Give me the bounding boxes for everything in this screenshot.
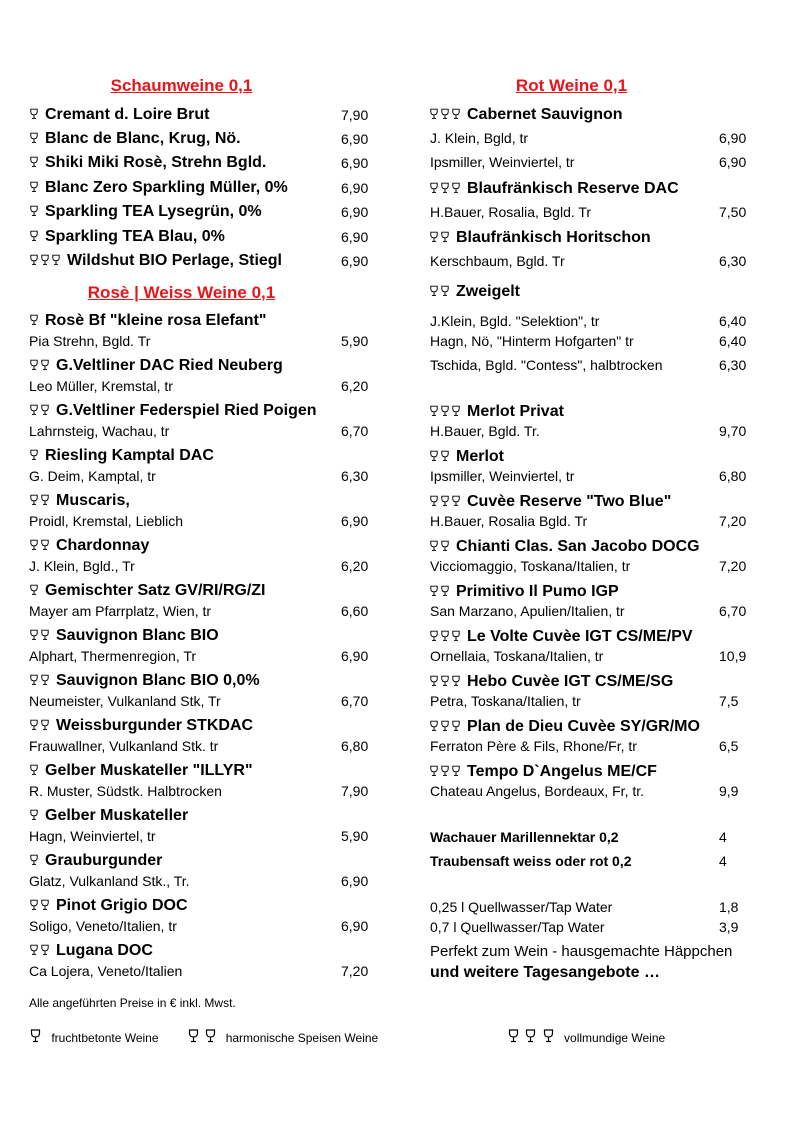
rose-weiss-heading: Rosè | Weiss Weine 0,1 bbox=[87, 283, 276, 302]
wine-glass-icon bbox=[30, 254, 38, 266]
wine-name bbox=[30, 312, 266, 330]
wine-name bbox=[30, 179, 288, 197]
wine-name-text: Gemischter Satz GV/RI/RG/ZI bbox=[45, 582, 266, 599]
wine-price: 7,5 bbox=[719, 693, 739, 709]
glass-rating bbox=[30, 897, 52, 915]
wine-origin: Petra, Toskana/Italien, tr bbox=[430, 693, 581, 709]
wine-origin: H.Bauer, Rosalia, Bgld. Tr bbox=[430, 204, 592, 220]
wine-name bbox=[430, 180, 679, 198]
wine-name bbox=[430, 763, 657, 781]
glass-rating bbox=[30, 942, 52, 960]
wine-name-text: Blanc de Blanc, Krug, Nö. bbox=[45, 130, 241, 147]
wine-glass-icon bbox=[30, 674, 38, 686]
wine-glass-icon bbox=[30, 108, 38, 120]
wine-price: 6,90 bbox=[341, 648, 369, 664]
wine-name-text: Cremant d. Loire Brut bbox=[45, 106, 210, 123]
wine-price: 6,90 bbox=[341, 253, 369, 269]
wine-name-text: Pinot Grigio DOC bbox=[56, 897, 188, 914]
wine-glass-icon bbox=[452, 765, 460, 777]
wine-price: 10,9 bbox=[719, 648, 747, 664]
wine-origin: Chateau Angelus, Bordeaux, Fr, tr. bbox=[430, 783, 645, 799]
wine-name bbox=[30, 627, 219, 645]
wine-name-text: Weissburgunder STKDAC bbox=[56, 717, 254, 734]
wine-name bbox=[30, 357, 283, 375]
wine-name-text: Hebo Cuvèe IGT CS/ME/SG bbox=[467, 673, 674, 690]
wine-glass-icon bbox=[41, 719, 49, 731]
glass-rating bbox=[430, 763, 463, 781]
wine-glass-icon bbox=[30, 181, 38, 193]
wine-glass-icon bbox=[30, 205, 38, 217]
wine-glass-icon bbox=[30, 1029, 41, 1043]
wine-glass-icon bbox=[30, 944, 38, 956]
wine-name bbox=[30, 897, 188, 915]
wine-glass-icon bbox=[452, 630, 460, 642]
wine-price: 6,40 bbox=[719, 313, 747, 329]
wine-glass-icon bbox=[452, 108, 460, 120]
wine-price: 6,20 bbox=[341, 378, 369, 394]
wine-name bbox=[430, 628, 693, 646]
wine-name-text: Tempo D`Angelus ME/CF bbox=[467, 763, 657, 780]
wine-origin: Leo Müller, Kremstal, tr bbox=[29, 378, 173, 394]
legend-full-bodied: vollmundige Weine bbox=[508, 1029, 665, 1045]
wine-name bbox=[30, 447, 214, 465]
wine-price: 7,20 bbox=[341, 963, 369, 979]
wine-name-text: Gelber Muskateller bbox=[45, 807, 189, 824]
wine-name-text: Lugana DOC bbox=[56, 942, 153, 959]
wine-price: 7,50 bbox=[719, 204, 747, 220]
wine-origin: G. Deim, Kamptal, tr bbox=[29, 468, 156, 484]
wine-glass-icon bbox=[430, 540, 438, 552]
wine-glass-icon bbox=[430, 495, 438, 507]
wine-name-text: Sauvignon Blanc BIO 0,0% bbox=[56, 672, 260, 689]
wine-glass-icon bbox=[30, 809, 38, 821]
wine-price: 6,70 bbox=[341, 423, 369, 439]
wine-price: 6,70 bbox=[719, 603, 747, 619]
wine-origin: R. Muster, Südstk. Halbtrocken bbox=[29, 783, 222, 799]
wine-price: 7,90 bbox=[341, 783, 369, 799]
wine-glass-icon bbox=[508, 1029, 519, 1043]
glass-rating bbox=[30, 252, 63, 270]
wine-glass-icon bbox=[30, 230, 38, 242]
wine-name-text: Sauvignon Blanc BIO bbox=[56, 627, 219, 644]
wine-price: 6,90 bbox=[719, 130, 747, 146]
glass-rating bbox=[30, 492, 52, 510]
wine-glass-icon bbox=[543, 1029, 554, 1043]
wine-glass-icon bbox=[30, 764, 38, 776]
wine-price: 6,30 bbox=[341, 468, 369, 484]
wine-name-text: Wildshut BIO Perlage, Stiegl bbox=[67, 252, 282, 269]
wine-origin: Mayer am Pfarrplatz, Wien, tr bbox=[29, 603, 212, 619]
wine-glass-icon bbox=[430, 630, 438, 642]
wine-name-text: Cuvèe Reserve "Two Blue" bbox=[467, 493, 672, 510]
glass-rating bbox=[30, 582, 41, 600]
glass-rating bbox=[30, 357, 52, 375]
wine-name bbox=[430, 448, 504, 466]
wine-name bbox=[30, 852, 162, 870]
legend-fruity: fruchtbetonte Weine bbox=[30, 1029, 159, 1045]
wine-glass-icon bbox=[441, 630, 449, 642]
wine-origin: Lahrnsteig, Wachau, tr bbox=[29, 423, 170, 439]
wine-glass-icon bbox=[41, 359, 49, 371]
wine-glass-icon bbox=[441, 108, 449, 120]
glass-rating bbox=[30, 179, 41, 197]
wine-glass-icon bbox=[452, 405, 460, 417]
drink-name: Wachauer Marillennektar 0,2 bbox=[430, 829, 619, 845]
wine-glass-icon bbox=[30, 719, 38, 731]
wine-origin: Kerschbaum, Bgld. Tr bbox=[430, 253, 565, 269]
wine-glass-icon bbox=[430, 675, 438, 687]
wine-glass-icon bbox=[41, 539, 49, 551]
wine-name bbox=[30, 942, 153, 960]
glass-rating bbox=[30, 228, 41, 246]
wine-price: 7,90 bbox=[341, 107, 369, 123]
wine-name bbox=[430, 583, 619, 601]
wine-origin: Alphart, Thermenregion, Tr bbox=[29, 648, 197, 664]
glass-rating bbox=[430, 229, 452, 247]
wine-price: 6,60 bbox=[341, 603, 369, 619]
wine-name bbox=[30, 154, 266, 172]
wine-name-text: Grauburgunder bbox=[45, 852, 163, 869]
wine-glass-icon bbox=[441, 765, 449, 777]
wine-price: 6,90 bbox=[341, 513, 369, 529]
daily-offers-note: und weitere Tagesangebote … bbox=[430, 964, 660, 981]
glass-rating bbox=[430, 583, 452, 601]
wine-origin: Glatz, Vulkanland Stk., Tr. bbox=[29, 873, 190, 889]
wine-name bbox=[30, 402, 317, 420]
glass-rating bbox=[430, 448, 452, 466]
wine-price: 6,90 bbox=[341, 204, 369, 220]
wine-glass-icon bbox=[30, 494, 38, 506]
wine-price: 6,70 bbox=[341, 693, 369, 709]
glass-rating bbox=[30, 852, 41, 870]
wine-origin: J. Klein, Bgld, tr bbox=[430, 130, 529, 146]
glass-rating bbox=[430, 718, 463, 736]
wine-name-text: Chianti Clas. San Jacobo DOCG bbox=[456, 538, 700, 555]
wine-name-text: Chardonnay bbox=[56, 537, 150, 554]
wine-price: 7,20 bbox=[719, 558, 747, 574]
glass-rating bbox=[30, 717, 52, 735]
wine-name bbox=[30, 130, 241, 148]
wine-name bbox=[430, 229, 651, 247]
wine-origin: San Marzano, Apulien/Italien, tr bbox=[430, 603, 625, 619]
wine-glass-icon bbox=[430, 405, 438, 417]
wine-price: 6,5 bbox=[719, 738, 739, 754]
wine-glass-icon bbox=[430, 108, 438, 120]
wine-price: 6,90 bbox=[341, 180, 369, 196]
wine-price: 5,90 bbox=[341, 333, 369, 349]
wine-glass-icon bbox=[30, 449, 38, 461]
wine-name bbox=[30, 672, 260, 690]
wine-name bbox=[430, 673, 673, 691]
glass-rating bbox=[30, 154, 41, 172]
wine-glass-icon bbox=[30, 584, 38, 596]
wine-name-text: Blanc Zero Sparkling Müller, 0% bbox=[45, 179, 288, 196]
wine-glass-icon bbox=[452, 495, 460, 507]
wine-glass-icon bbox=[30, 156, 38, 168]
wine-name-text: Plan de Dieu Cuvèe SY/GR/MO bbox=[467, 718, 700, 735]
wine-name bbox=[430, 106, 623, 124]
wine-name-text: Gelber Muskateller "ILLYR" bbox=[45, 762, 253, 779]
wine-name-text: Blaufränkisch Reserve DAC bbox=[467, 180, 679, 197]
wine-origin: Hagn, Nö, "Hinterm Hofgarten" tr bbox=[430, 333, 634, 349]
glass-rating bbox=[30, 106, 41, 124]
wine-glass-icon bbox=[441, 285, 449, 297]
wine-name bbox=[430, 538, 700, 556]
wine-glass-icon bbox=[41, 254, 49, 266]
glass-rating bbox=[430, 673, 463, 691]
glass-rating bbox=[430, 538, 452, 556]
glass-rating bbox=[430, 403, 463, 421]
drink-price: 4 bbox=[719, 853, 727, 869]
wine-price: 5,90 bbox=[341, 828, 369, 844]
wine-glass-icon bbox=[205, 1029, 216, 1043]
price-footnote: Alle angeführten Preise in € inkl. Mwst. bbox=[29, 996, 236, 1010]
wine-glass-icon bbox=[441, 540, 449, 552]
wine-name-text: Shiki Miki Rosè, Strehn Bgld. bbox=[45, 154, 267, 171]
glass-rating bbox=[30, 130, 41, 148]
wine-glass-icon bbox=[30, 854, 38, 866]
wine-name-text: G.Veltliner DAC Ried Neuberg bbox=[56, 357, 283, 374]
wine-name-text: Muscaris, bbox=[56, 492, 130, 509]
wine-name bbox=[30, 582, 266, 600]
wine-name-text: Riesling Kamptal DAC bbox=[45, 447, 214, 464]
wine-name bbox=[30, 228, 225, 246]
glass-rating bbox=[30, 203, 41, 221]
glass-rating bbox=[30, 672, 52, 690]
wine-price: 6,30 bbox=[719, 253, 747, 269]
wine-origin: Ca Lojera, Veneto/Italien bbox=[29, 963, 183, 979]
wine-price: 6,90 bbox=[341, 155, 369, 171]
wine-name-text: Sparkling TEA Blau, 0% bbox=[45, 228, 225, 245]
wine-glass-icon bbox=[441, 450, 449, 462]
wine-glass-icon bbox=[441, 585, 449, 597]
wine-glass-icon bbox=[30, 404, 38, 416]
glass-rating bbox=[30, 807, 41, 825]
wine-name-text: Zweigelt bbox=[456, 283, 521, 300]
wine-glass-icon bbox=[441, 231, 449, 243]
wine-name-text: Rosè Bf "kleine rosa Elefant" bbox=[45, 312, 267, 329]
wine-name-text: Blaufränkisch Horitschon bbox=[456, 229, 651, 246]
wine-origin: Ipsmiller, Weinviertel, tr bbox=[430, 154, 575, 170]
wine-price: 6,90 bbox=[341, 873, 369, 889]
glass-rating bbox=[430, 106, 463, 124]
wine-origin: J. Klein, Bgld., Tr bbox=[29, 558, 135, 574]
glass-rating bbox=[30, 627, 52, 645]
wine-glass-icon bbox=[41, 404, 49, 416]
wine-origin: H.Bauer, Rosalia Bgld. Tr bbox=[430, 513, 588, 529]
wine-name-text: Primitivo Il Pumo IGP bbox=[456, 583, 619, 600]
wine-glass-icon bbox=[430, 585, 438, 597]
glass-rating bbox=[430, 628, 463, 646]
snacks-note: Perfekt zum Wein - hausgemachte Häppchen bbox=[430, 943, 733, 960]
wine-glass-icon bbox=[41, 494, 49, 506]
water-price: 1,8 bbox=[719, 899, 739, 915]
wine-price: 7,20 bbox=[719, 513, 747, 529]
wine-name bbox=[30, 252, 282, 270]
wine-price: 6,30 bbox=[719, 357, 747, 373]
water-name: 0,25 l Quellwasser/Tap Water bbox=[430, 899, 613, 915]
wine-glass-icon bbox=[30, 314, 38, 326]
wine-glass-icon bbox=[30, 629, 38, 641]
glass-rating bbox=[30, 762, 41, 780]
wine-glass-icon bbox=[441, 720, 449, 732]
wine-origin: Pia Strehn, Bgld. Tr bbox=[29, 333, 151, 349]
wine-glass-icon bbox=[441, 495, 449, 507]
wine-glass-icon bbox=[430, 285, 438, 297]
wine-origin: Tschida, Bgld. "Contess", halbtrocken bbox=[430, 357, 663, 373]
wine-origin: J.Klein, Bgld. "Selektion", tr bbox=[430, 313, 600, 329]
wine-price: 6,80 bbox=[341, 738, 369, 754]
wine-price: 6,90 bbox=[719, 154, 747, 170]
wine-glass-icon bbox=[525, 1029, 536, 1043]
glass-rating bbox=[430, 493, 463, 511]
wine-glass-icon bbox=[41, 674, 49, 686]
wine-glass-icon bbox=[441, 675, 449, 687]
wine-glass-icon bbox=[430, 182, 438, 194]
wine-name bbox=[30, 717, 253, 735]
wine-price: 9,70 bbox=[719, 423, 747, 439]
wine-glass-icon bbox=[452, 675, 460, 687]
legend-harmonious: harmonische Speisen Weine bbox=[188, 1029, 378, 1045]
wine-origin: Hagn, Weinviertel, tr bbox=[29, 828, 156, 844]
wine-price: 6,90 bbox=[341, 229, 369, 245]
wine-glass-icon bbox=[41, 899, 49, 911]
glass-rating bbox=[30, 537, 52, 555]
wine-name bbox=[30, 106, 209, 124]
wine-price: 6,20 bbox=[341, 558, 369, 574]
drink-name: Traubensaft weiss oder rot 0,2 bbox=[430, 853, 632, 869]
wine-origin: H.Bauer, Bgld. Tr. bbox=[430, 423, 540, 439]
wine-name bbox=[30, 492, 130, 510]
wine-glass-icon bbox=[30, 899, 38, 911]
wine-price: 6,90 bbox=[341, 918, 369, 934]
rotweine-heading: Rot Weine 0,1 bbox=[515, 76, 628, 95]
wine-name-text: Sparkling TEA Lysegrün, 0% bbox=[45, 203, 262, 220]
wine-origin: Ornellaia, Toskana/Italien, tr bbox=[430, 648, 604, 664]
wine-origin: Soligo, Veneto/Italien, tr bbox=[29, 918, 177, 934]
wine-name bbox=[30, 537, 149, 555]
wine-price: 6,90 bbox=[341, 131, 369, 147]
wine-glass-icon bbox=[430, 231, 438, 243]
wine-name bbox=[430, 403, 564, 421]
wine-name-text: Cabernet Sauvignon bbox=[467, 106, 623, 123]
wine-origin: Neumeister, Vulkanland Stk, Tr bbox=[29, 693, 221, 709]
wine-name-text: G.Veltliner Federspiel Ried Poigen bbox=[56, 402, 317, 419]
wine-glass-icon bbox=[441, 405, 449, 417]
wine-glass-icon bbox=[430, 450, 438, 462]
glass-rating bbox=[30, 447, 41, 465]
wine-price: 6,80 bbox=[719, 468, 747, 484]
wine-glass-icon bbox=[188, 1029, 199, 1043]
wine-glass-icon bbox=[430, 720, 438, 732]
glass-rating bbox=[430, 180, 463, 198]
glass-rating bbox=[430, 283, 452, 301]
wine-glass-icon bbox=[430, 765, 438, 777]
wine-origin: Frauwallner, Vulkanland Stk. tr bbox=[29, 738, 219, 754]
water-name: 0,7 l Quellwasser/Tap Water bbox=[430, 919, 605, 935]
wine-glass-icon bbox=[441, 182, 449, 194]
wine-glass-icon bbox=[52, 254, 60, 266]
wine-name-text: Merlot bbox=[456, 448, 504, 465]
wine-glass-icon bbox=[30, 359, 38, 371]
wine-name bbox=[30, 762, 253, 780]
wine-glass-icon bbox=[41, 629, 49, 641]
wine-glass-icon bbox=[452, 182, 460, 194]
glass-rating bbox=[30, 312, 41, 330]
wine-origin: Vicciomaggio, Toskana/Italien, tr bbox=[430, 558, 631, 574]
wine-name-text: Merlot Privat bbox=[467, 403, 564, 420]
wine-price: 9,9 bbox=[719, 783, 739, 799]
water-price: 3,9 bbox=[719, 919, 739, 935]
wine-price: 6,40 bbox=[719, 333, 747, 349]
wine-glass-icon bbox=[30, 539, 38, 551]
wine-glass-icon bbox=[452, 720, 460, 732]
wine-name-text: Le Volte Cuvèe IGT CS/ME/PV bbox=[467, 628, 693, 645]
wine-origin: Ipsmiller, Weinviertel, tr bbox=[430, 468, 575, 484]
wine-name bbox=[30, 807, 188, 825]
wine-name bbox=[30, 203, 262, 221]
wine-name bbox=[430, 493, 671, 511]
wine-origin: Ferraton Père & Fils, Rhone/Fr, tr bbox=[430, 738, 637, 754]
wine-name bbox=[430, 283, 520, 301]
wine-name bbox=[430, 718, 700, 736]
wine-origin: Proidl, Kremstal, Lieblich bbox=[29, 513, 184, 529]
drink-price: 4 bbox=[719, 829, 727, 845]
wine-glass-icon bbox=[41, 944, 49, 956]
glass-rating bbox=[30, 402, 52, 420]
schaumweine-heading: Schaumweine 0,1 bbox=[110, 76, 253, 95]
wine-glass-icon bbox=[30, 132, 38, 144]
